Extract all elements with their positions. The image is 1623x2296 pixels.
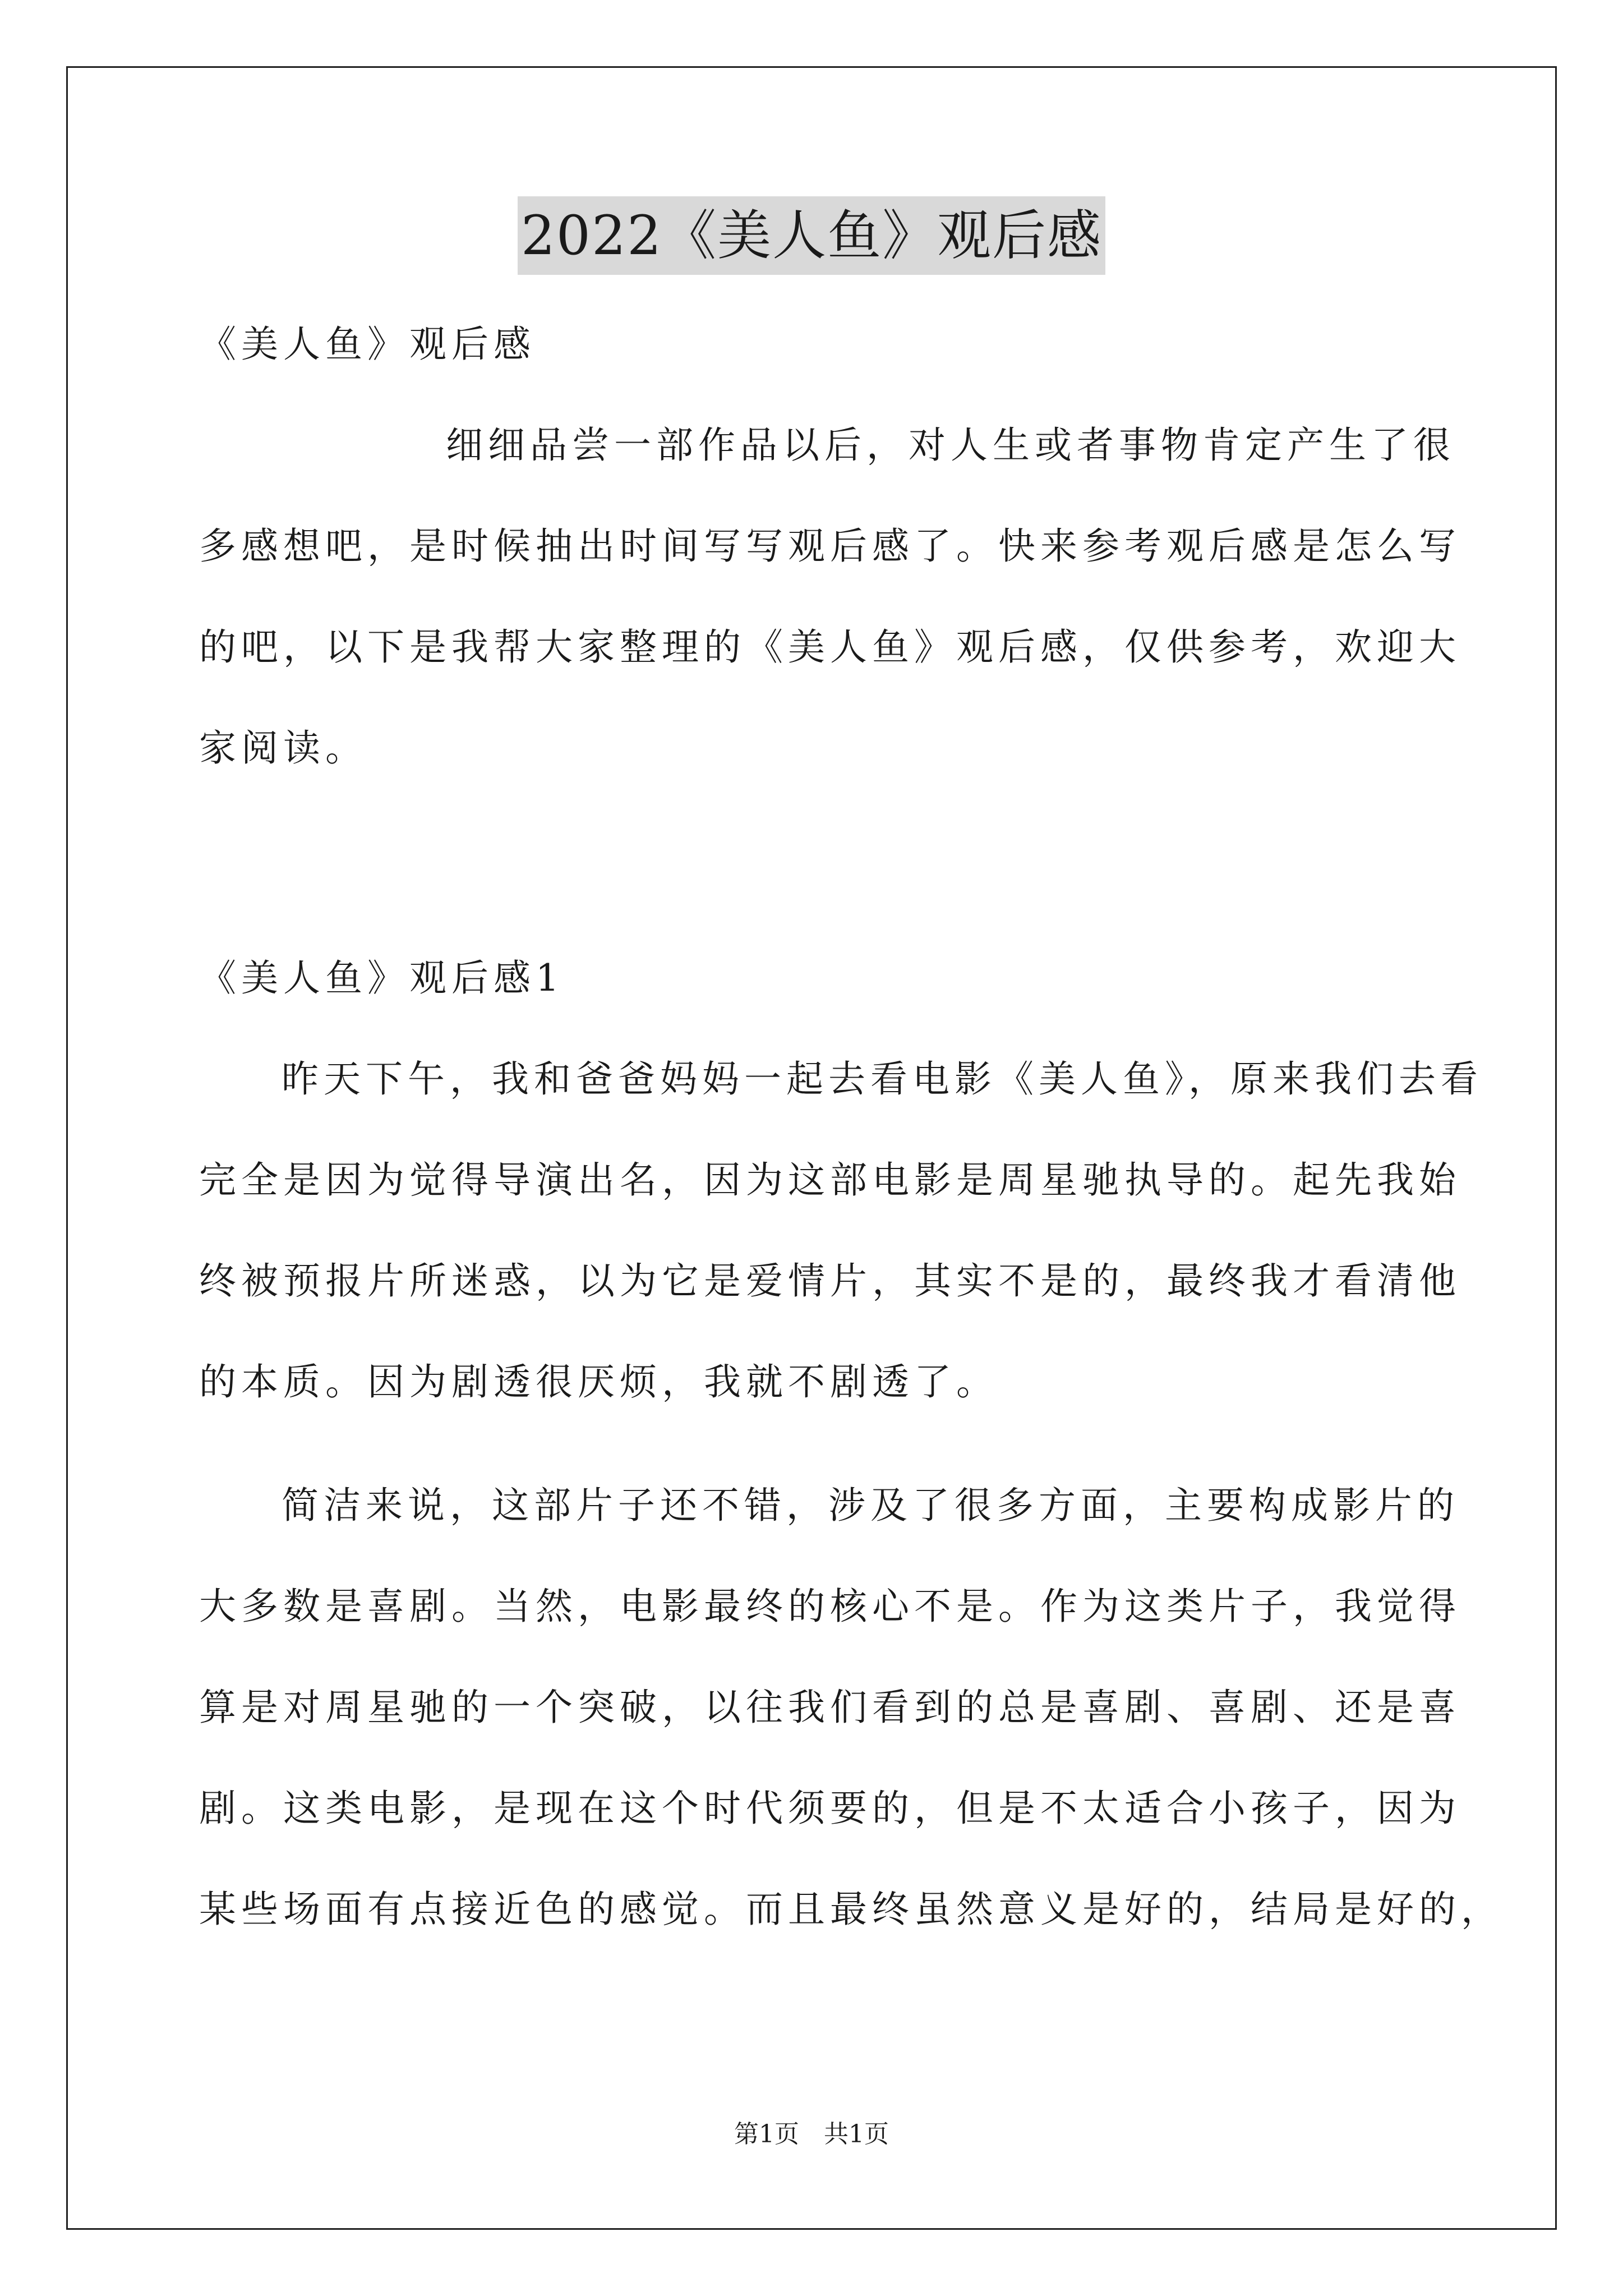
document-title: 2022《美人鱼》观后感 xyxy=(518,196,1105,275)
paragraph-line: 多感想吧，是时候抽出时间写写观后感了。快来参考观后感是怎么写 xyxy=(199,524,1461,568)
paragraph-line: 简洁来说，这部片子还不错，涉及了很多方面，主要构成影片的 xyxy=(282,1484,1459,1527)
title-container xyxy=(0,196,1623,275)
paragraph-line: 终被预报片所迷惑，以为它是爱情片，其实不是的，最终我才看清他 xyxy=(199,1259,1461,1303)
paragraph-line: 的本质。因为剧透很厌烦，我就不剧透了。 xyxy=(199,1360,998,1404)
page-footer: 第1页 共1页 xyxy=(734,2120,889,2148)
paragraph-line: 的吧，以下是我帮大家整理的《美人鱼》观后感，仅供参考，欢迎大 xyxy=(199,625,1461,669)
paragraph-line: 细细品尝一部作品以后，对人生或者事物肯定产生了很 xyxy=(446,424,1455,467)
paragraph-line: 完全是因为觉得导演出名，因为这部电影是周星驰执导的。起先我始 xyxy=(199,1158,1461,1202)
paragraph-line: 剧。这类电影，是现在这个时代须要的，但是不太适合小孩子，因为 xyxy=(199,1787,1461,1830)
paragraph-line: 大多数是喜剧。当然，电影最终的核心不是。作为这类片子，我觉得 xyxy=(199,1585,1461,1628)
paragraph-line: 家阅读。 xyxy=(199,726,367,770)
paragraph-line: 某些场面有点接近色的感觉。而且最终虽然意义是好的，结局是好的， xyxy=(199,1888,1503,1931)
paragraph-line: 昨天下午，我和爸爸妈妈一起去看电影《美人鱼》，原来我们去看 xyxy=(282,1057,1483,1101)
section-heading-1: 《美人鱼》观后感1 xyxy=(199,956,564,1000)
paragraph-line: 算是对周星驰的一个突破，以往我们看到的总是喜剧、喜剧、还是喜 xyxy=(199,1686,1461,1729)
section-heading-intro: 《美人鱼》观后感 xyxy=(199,323,536,366)
